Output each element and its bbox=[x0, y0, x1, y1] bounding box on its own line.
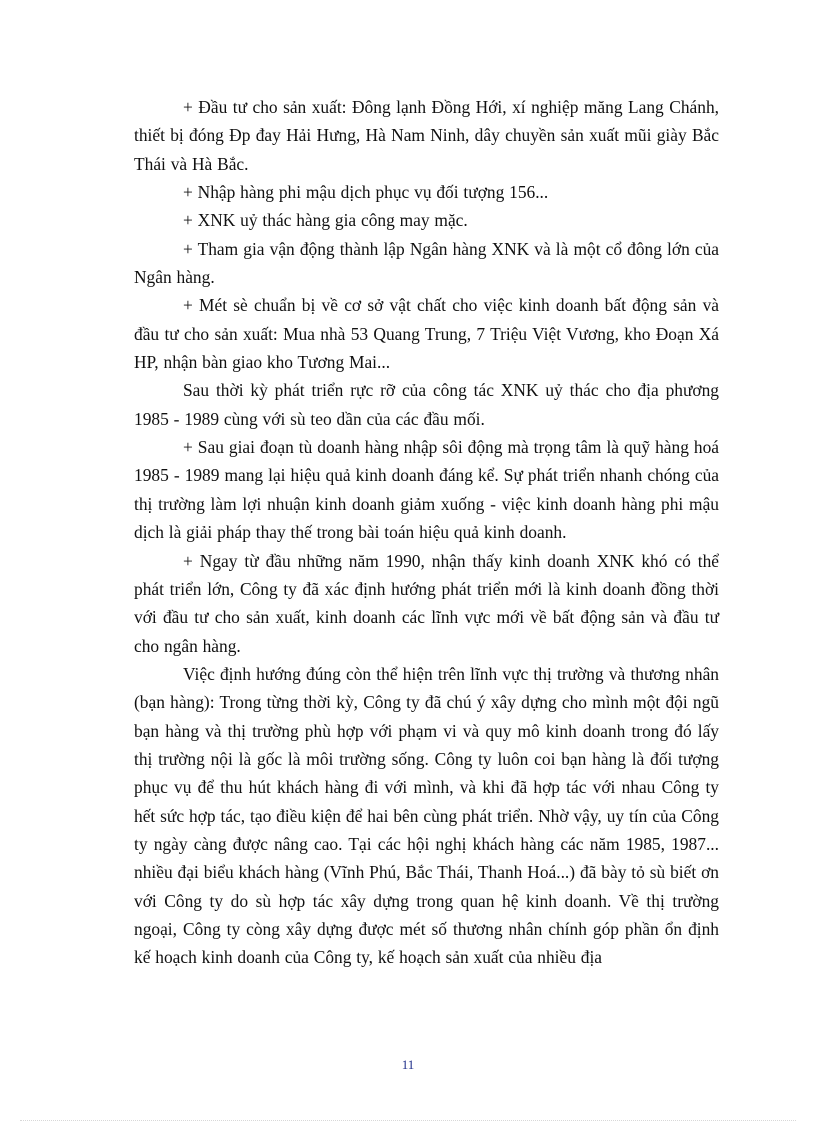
paragraph-1990s-direction: + Ngay từ đầu những năm 1990, nhận thấy kinh doanh XNK khó có thể phát triển lớn, Công ty đã xác định hướng phát triển mới là kinh doanh đồng thời với đầu tư cho sản xuất, kinh doanh các lĩnh vực mới về bất động sản và đầu tư cho ngân hàng. bbox=[134, 550, 719, 656]
paragraph-non-trade-imports: + Nhập hàng phi mậu dịch phục vụ đối tượng 156... bbox=[183, 182, 549, 203]
paragraph-post-boom-period: Sau thời kỳ phát triển rực rỡ của công tác XNK uỷ thác cho địa phương 1985 - 1989 cùng với sù teo dần của các đầu mối. bbox=[134, 380, 719, 429]
paragraph-export-import-bank: + Tham gia vận động thành lập Ngân hàng XNK và là một cổ đông lớn của Ngân hàng. bbox=[134, 238, 719, 288]
paragraph-self-business-phase: + Sau giai đoạn tù doanh hàng nhập sôi động mà trọng tâm là quỹ hàng hoá 1985 - 1989 mang lại hiệu quả kinh doanh đáng kể. Sự phát triển nhanh chóng của thị trường làm lợi nhuận kinh doanh giảm xuống - việc kinh doanh hàng phi mậu dịch là giải pháp thay thế trong bài toán hiệu quả kinh doanh. bbox=[134, 437, 719, 543]
paragraph-garment-processing: + XNK uỷ thác hàng gia công may mặc. bbox=[183, 210, 468, 231]
body-text bbox=[134, 93, 719, 972]
paragraph-investment-production: + Đầu tư cho sản xuất: Đông lạnh Đồng Hới, xí nghiệp măng Lang Chánh, thiết bị đóng Đp đay Hải Hưng, Hà Nam Ninh, dây chuyền sản xuất mũi giày Bắc Thái và Hà Bắc. bbox=[134, 97, 719, 174]
page-bottom-divider bbox=[20, 1120, 796, 1121]
paragraph-market-and-partners: Việc định hướng đúng còn thể hiện trên lĩnh vực thị trường và thương nhân (bạn hàng): Trong từng thời kỳ, Công ty đã chú ý xây dựng cho mình một đội ngũ bạn hàng và thị trường phù hợp với phạm vi và quy mô kinh doanh trong đó lấy thị trường nội là gốc là môi trường sống. Công ty luôn coi bạn hàng là đối tượng phục vụ để thu hút khách hàng đi với mình, và khi đã hợp tác với nhau Công ty hết sức hợp tác, tạo điều kiện để hai bên cùng phát triển. Nhờ vậy, uy tín của Công ty ngày càng được nâng cao. Tại các hội nghị khách hàng các năm 1985, 1987... nhiều đại biểu khách hàng (Vĩnh Phú, Bắc Thái, Thanh Hoá...) đã bày tỏ sù biết ơn với Công ty do sù hợp tác xây dựng trong quan hệ kinh doanh. Về thị trường ngoại, Công ty còng xây dựng được mét số thương nhân chính góp phần ổn định kế hoạch kinh doanh của Công ty, kế hoạch sản xuất của nhiều địa bbox=[134, 663, 719, 968]
paragraph-real-estate-preparation: + Mét sè chuẩn bị về cơ sở vật chất cho việc kinh doanh bất động sản và đầu tư cho sản xuất: Mua nhà 53 Quang Trung, 7 Triệu Việt Vương, kho Đoạn Xá HP, nhận bàn giao kho Tương Mai... bbox=[134, 295, 719, 373]
page-number: 11 bbox=[401, 1057, 415, 1072]
